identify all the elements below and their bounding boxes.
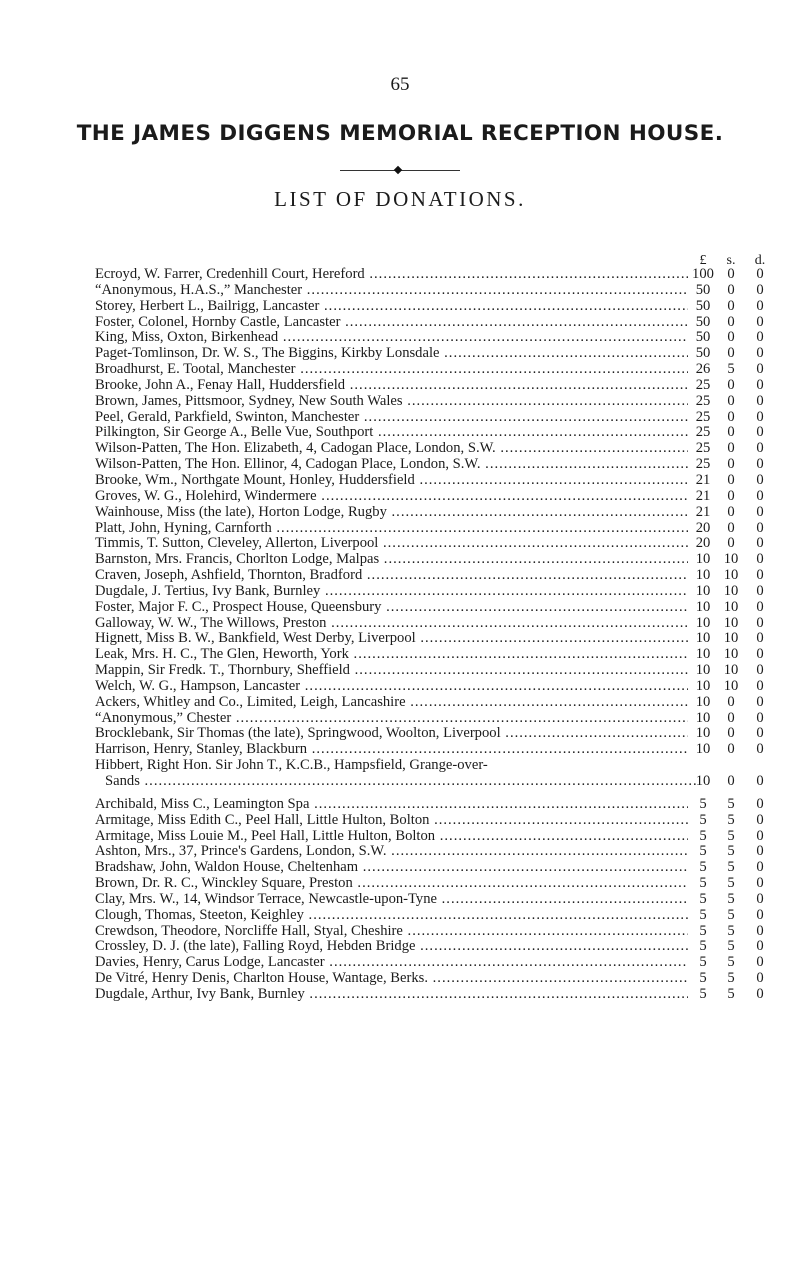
amount-shillings: 10 [723,630,739,647]
amount-pence: 0 [756,827,764,844]
amount-pence: 0 [756,471,764,488]
amount-shillings: 0 [727,456,735,473]
currency-column-headers [688,253,784,267]
donation-row [95,860,785,876]
amount-shillings: 10 [723,662,739,679]
donation-row [95,362,785,378]
amount-pounds: 20 [695,519,711,536]
donor-name: “Anonymous,” Chester ..... [95,711,688,727]
amount-pence: 0 [756,922,764,939]
amount-shillings: 0 [727,709,735,726]
amount-pence: 0 [756,954,764,971]
donation-row [95,695,785,711]
amount-pence: 0 [756,938,764,955]
donation-row [95,283,785,299]
donation-row [95,394,785,410]
amount-pounds: 10 [695,662,711,679]
donation-row [95,457,785,473]
amount-pounds: 21 [695,471,711,488]
amount-pounds: 5 [699,875,707,892]
amount-shillings: 0 [727,297,735,314]
donor-name: Harrison, Henry, Stanley, Blackburn ..... [95,742,688,758]
donor-name: Dugdale, J. Tertius, Ivy Bank, Burnley ..... [95,584,688,600]
amount-shillings: 0 [727,281,735,298]
donation-row [95,315,785,331]
donation-row [95,631,785,647]
donation-row [95,647,785,663]
donor-name: Wainhouse, Miss (the late), Horton Lodge, Rugby ..... [95,505,688,521]
donation-row [95,797,785,813]
amount-pounds: 25 [695,376,711,393]
amount-pence: 0 [756,408,764,425]
amount-pence: 0 [756,297,764,314]
donation-row [95,346,785,362]
amount-shillings: 0 [727,693,735,710]
amount-pence: 0 [756,582,764,599]
amount-pence: 0 [756,503,764,520]
amount-shillings: 5 [727,827,735,844]
amount-pence: 0 [756,662,764,679]
donor-name: Hignett, Miss B. W., Bankfield, West Derby, Liverpool ..... [95,631,688,647]
amount-pence: 0 [756,345,764,362]
amount-pence: 0 [756,361,764,378]
amount-pounds: 10 [695,630,711,647]
donor-name: Ackers, Whitley and Co., Limited, Leigh, Lancashire ..... [95,695,688,711]
amount-pence: 0 [756,693,764,710]
amount-pence: 0 [756,329,764,346]
amount-pounds: 10 [695,567,711,584]
donor-name: Mappin, Sir Fredk. T., Thornbury, Sheffield ..... [95,663,688,679]
amount-pence: 0 [756,567,764,584]
amount-shillings: 5 [727,875,735,892]
amount-shillings: 0 [727,345,735,362]
donation-row [95,505,785,521]
amount-shillings: 5 [727,843,735,860]
amount-shillings: 5 [727,811,735,828]
donor-name: Paget-Tomlinson, Dr. W. S., The Biggins, Kirkby Lonsdale ..... [95,346,688,362]
amount-shillings: 0 [727,266,735,282]
donation-row [95,939,785,955]
amount-shillings: 0 [727,313,735,330]
amount-pence: 0 [756,281,764,298]
amount-pounds: 5 [699,827,707,844]
donor-name-continuation: Sands ..... [95,774,698,790]
donor-name: Crossley, D. J. (the late), Falling Royd, Hebden Bridge ..... [95,939,688,955]
donation-row [95,536,785,552]
amount-pounds: 50 [695,281,711,298]
donor-name: “Anonymous, H.A.S.,” Manchester ..... [95,283,688,299]
amount-pence: 0 [756,487,764,504]
amount-pence: 0 [756,741,764,758]
amount-pence: 0 [756,535,764,552]
amount-pounds: 10 [695,725,711,742]
amount-pounds: 26 [695,361,711,378]
donor-name: Groves, W. G., Holehird, Windermere ..... [95,489,688,505]
amount-pounds: 50 [695,345,711,362]
donation-row [95,987,785,1003]
donation-row [95,330,785,346]
donation-row [95,584,785,600]
donation-row [95,711,785,727]
amount-pence: 0 [756,376,764,393]
amount-pounds: 5 [699,954,707,971]
amount-pence: 0 [756,985,764,1002]
amount-pounds: 50 [695,313,711,330]
donation-row [95,616,785,632]
donor-name: Bradshaw, John, Waldon House, Cheltenham ..... [95,860,688,876]
amount-shillings: 5 [727,970,735,987]
amount-pounds: 5 [699,859,707,876]
amount-pounds: 25 [695,392,711,409]
donation-row [95,267,785,283]
amount-shillings: 0 [727,408,735,425]
amount-shillings: 10 [723,598,739,615]
list-heading: LIST OF DONATIONS. [274,187,526,211]
amount-shillings: 5 [727,954,735,971]
amount-shillings: 10 [723,614,739,631]
amount-pence: 0 [756,614,764,631]
donor-name: Platt, John, Hyning, Carnforth ..... [95,521,688,537]
amount-pounds: 25 [695,440,711,457]
amount-shillings: 0 [727,424,735,441]
amount-shillings: 10 [723,551,739,568]
amount-pounds: 10 [695,598,711,615]
amount-shillings: 10 [723,677,739,694]
donation-row [95,844,785,860]
donor-name: Hibbert, Right Hon. Sir John T., K.C.B., Hampsfield, Grange-over- [95,758,488,774]
amount-shillings: 5 [727,795,735,812]
amount-shillings: 0 [727,487,735,504]
donor-name: Wilson-Patten, The Hon. Elizabeth, 4, Cadogan Place, London, S.W. ..... [95,441,688,457]
donor-name: Welch, W. G., Hampson, Lancaster ..... [95,679,688,695]
amount-pounds: 100 [692,266,714,282]
amount-shillings: 5 [727,859,735,876]
donor-name: Archibald, Miss C., Leamington Spa ..... [95,797,688,813]
amount-pounds: 20 [695,535,711,552]
amount-pounds: 50 [695,297,711,314]
donation-row [95,425,785,441]
donor-name: Barnston, Mrs. Francis, Chorlton Lodge, Malpas ..... [95,552,688,568]
amount-pounds: 10 [695,741,711,758]
amount-pence: 0 [756,551,764,568]
donation-row [95,924,785,940]
donor-name: Craven, Joseph, Ashfield, Thornton, Bradford ..... [95,568,688,584]
amount-pounds: 5 [699,811,707,828]
donor-name: Wilson-Patten, The Hon. Ellinor, 4, Cadogan Place, London, S.W. ..... [95,457,688,473]
amount-pence: 0 [756,890,764,907]
donor-name: De Vitré, Henry Denis, Charlton House, Wantage, Berks. ..... [95,971,688,987]
donation-row [95,568,785,584]
donor-name: Peel, Gerald, Parkfield, Swinton, Manchester ..... [95,410,688,426]
shillings-header: s. [726,253,736,268]
amount-shillings: 5 [727,906,735,923]
donor-name: Crewdson, Theodore, Norcliffe Hall, Styal, Cheshire ..... [95,924,688,940]
donor-name: Armitage, Miss Edith C., Peel Hall, Little Hulton, Bolton ..... [95,813,688,829]
donation-row [95,521,785,537]
donation-row [95,892,785,908]
amount-pence: 0 [756,875,764,892]
amount-pounds: 21 [695,487,711,504]
donation-row [95,726,785,742]
donation-row [95,813,785,829]
amount-pence: 0 [756,266,764,282]
amount-pounds: 5 [699,795,707,812]
amount-pounds: 10 [695,646,711,663]
amount-pounds: 5 [699,843,707,860]
donor-name: Leak, Mrs. H. C., The Glen, Heworth, York ..... [95,647,688,663]
amount-pence: 0 [756,519,764,536]
donation-row [95,758,785,774]
amount-shillings: 0 [727,741,735,758]
donation-row [95,829,785,845]
amount-shillings: 10 [723,646,739,663]
donor-name: Galloway, W. W., The Willows, Preston ..... [95,616,688,632]
donation-row [95,489,785,505]
donation-row [95,663,785,679]
amount-shillings: 0 [727,329,735,346]
donor-name: Brown, Dr. R. C., Winckley Square, Preston ..... [95,876,688,892]
amount-shillings: 5 [727,985,735,1002]
donation-row [95,908,785,924]
donation-row [95,378,785,394]
donor-name: Dugdale, Arthur, Ivy Bank, Burnley ..... [95,987,688,1003]
amount-pounds: 5 [699,985,707,1002]
donor-name: Timmis, T. Sutton, Cleveley, Allerton, Liverpool ..... [95,536,688,552]
amount-shillings: 5 [727,890,735,907]
donation-row-continuation [95,774,785,790]
donation-row [95,971,785,987]
donation-row [95,410,785,426]
donor-name: Clay, Mrs. W., 14, Windsor Terrace, Newcastle-upon-Tyne ..... [95,892,688,908]
amount-shillings: 0 [727,503,735,520]
donation-row [95,955,785,971]
donation-row [95,299,785,315]
donor-name: Brocklebank, Sir Thomas (the late), Springwood, Woolton, Liverpool ..... [95,726,688,742]
donation-row [95,600,785,616]
amount-shillings: 0 [727,725,735,742]
pence-header: d. [754,253,766,268]
amount-pounds: 5 [699,890,707,907]
amount-pounds: 25 [695,424,711,441]
amount-shillings: 0 [727,471,735,488]
amount-pounds: 25 [695,456,711,473]
amount-pence: 0 [756,313,764,330]
donor-name: Clough, Thomas, Steeton, Keighley ..... [95,908,688,924]
amount-pounds: 50 [695,329,711,346]
amount-shillings: 5 [727,361,735,378]
amount-shillings: 0 [727,376,735,393]
page-title: THE JAMES DIGGENS MEMORIAL RECEPTION HOUSE. [76,121,724,146]
amount-shillings: 0 [727,392,735,409]
amount-pence: 0 [756,440,764,457]
amount-shillings: 5 [727,922,735,939]
amount-shillings: 0 [727,519,735,536]
amount-pounds: 5 [699,938,707,955]
donation-list [95,267,785,1003]
amount-shillings: 10 [723,567,739,584]
diamond-ornament-icon [394,166,402,174]
amount-pence: 0 [756,773,764,789]
amount-pence: 0 [756,859,764,876]
amount-pounds: 21 [695,503,711,520]
donor-name: Armitage, Miss Louie M., Peel Hall, Little Hulton, Bolton ..... [95,829,688,845]
donation-row [95,876,785,892]
page-number: 65 [390,74,410,95]
amount-pounds: 5 [699,922,707,939]
amount-shillings: 10 [723,582,739,599]
donor-name: Brown, James, Pittsmoor, Sydney, New South Wales ..... [95,394,688,410]
donor-name: Ashton, Mrs., 37, Prince's Gardens, London, S.W. ..... [95,844,688,860]
donation-row [95,441,785,457]
donor-name: Ecroyd, W. Farrer, Credenhill Court, Hereford ..... [95,267,688,283]
amount-pounds: 5 [699,906,707,923]
donor-name: Pilkington, Sir George A., Belle Vue, Southport ..... [95,425,688,441]
amount-pence: 0 [756,811,764,828]
donor-name: Foster, Colonel, Hornby Castle, Lancaster ..... [95,315,688,331]
amount-pence: 0 [756,843,764,860]
amount-pence: 0 [756,456,764,473]
amount-pounds: 10 [695,693,711,710]
donation-row [95,679,785,695]
amount-pence: 0 [756,970,764,987]
amount-pounds: 10 [695,709,711,726]
donor-name: Broadhurst, E. Tootal, Manchester ..... [95,362,688,378]
amount-pence: 0 [756,795,764,812]
amount-shillings: 0 [727,440,735,457]
amount-shillings: 5 [727,938,735,955]
amount-pence: 0 [756,630,764,647]
donor-name: Storey, Herbert L., Bailrigg, Lancaster ..... [95,299,688,315]
amount-pounds: 10 [695,551,711,568]
donation-row [95,473,785,489]
title-divider [340,170,460,171]
amount-pounds: 10 [695,773,711,789]
pounds-header: £ [699,253,707,268]
amount-shillings: 0 [727,773,735,789]
amount-pounds: 5 [699,970,707,987]
amount-pence: 0 [756,424,764,441]
amount-pence: 0 [756,906,764,923]
amount-pence: 0 [756,646,764,663]
amount-pence: 0 [756,725,764,742]
donation-row [95,742,785,758]
amount-pounds: 10 [695,614,711,631]
amount-pence: 0 [756,677,764,694]
amount-pence: 0 [756,598,764,615]
amount-pence: 0 [756,709,764,726]
amount-pounds: 10 [695,677,711,694]
donor-name: Foster, Major F. C., Prospect House, Queensbury ..... [95,600,688,616]
donation-row [95,552,785,568]
amount-shillings: 0 [727,535,735,552]
amount-pence: 0 [756,392,764,409]
amount-pounds: 10 [695,582,711,599]
donor-name: Davies, Henry, Carus Lodge, Lancaster ..... [95,955,688,971]
donor-name: King, Miss, Oxton, Birkenhead ..... [95,330,688,346]
amount-pounds: 25 [695,408,711,425]
donor-name: Brooke, Wm., Northgate Mount, Honley, Huddersfield ..... [95,473,688,489]
donor-name: Brooke, John A., Fenay Hall, Huddersfield ..... [95,378,688,394]
